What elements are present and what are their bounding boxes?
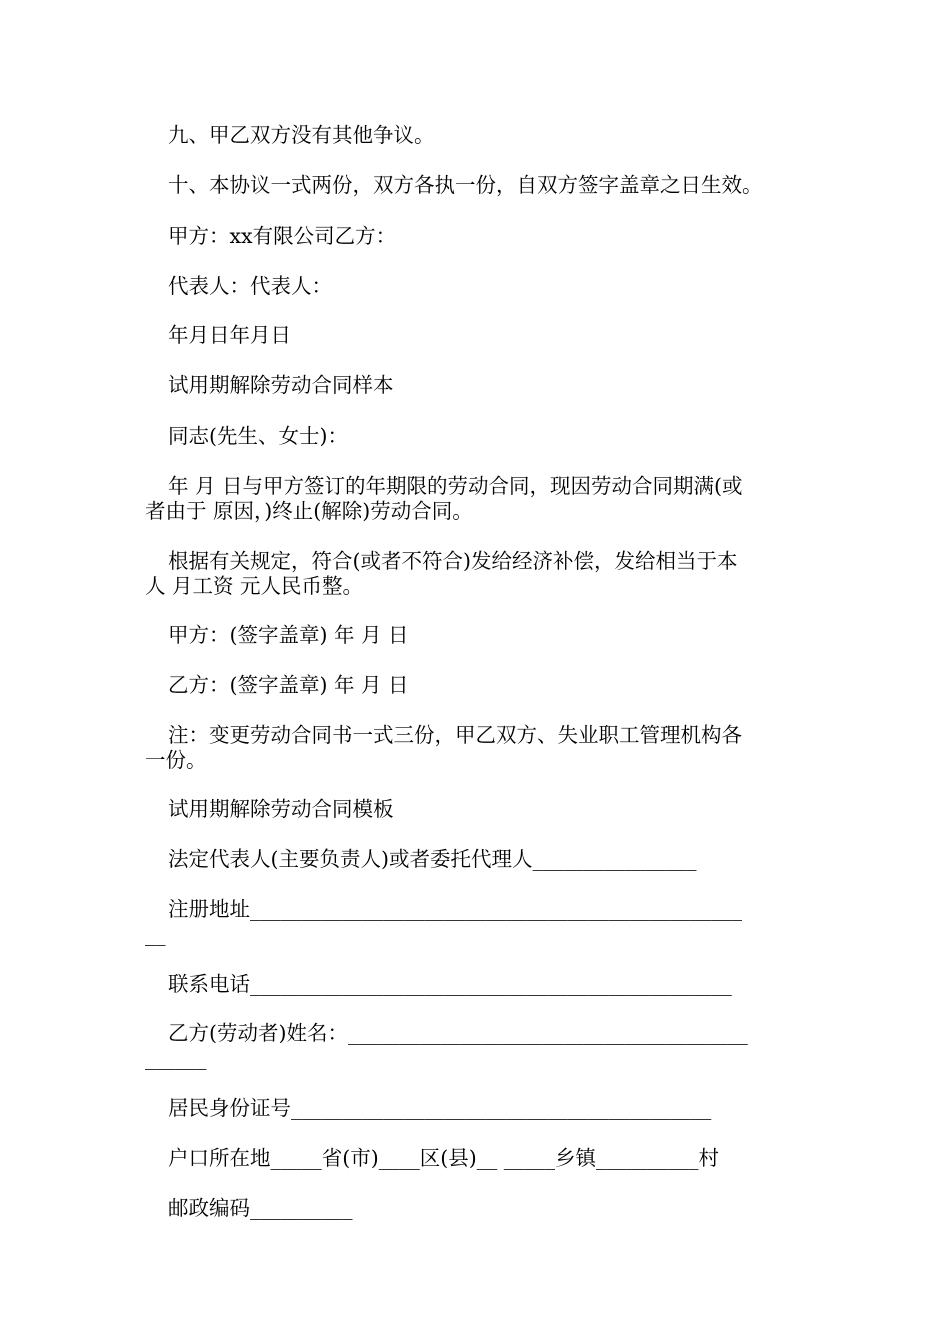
paragraph-contract-line-1: 年 月 日与甲方签订的年期限的劳动合同，现因劳动合同期满(或: [168, 474, 743, 498]
clause-ten: 十、本协议一式两份，双方各执一份，自双方签字盖章之日生效。: [168, 173, 763, 197]
registered-address-field: 注册地址________________________________________________: [168, 897, 742, 921]
representative-line: 代表人：代表人：: [168, 274, 332, 298]
employee-name-field: 乙方(劳动者)姓名：_______________________________________: [168, 1021, 748, 1045]
party-b-signature: 乙方：(签字盖章) 年 月 日: [168, 673, 409, 697]
note-line-1: 注：变更劳动合同书一式三份，甲乙双方、失业职工管理机构各: [168, 723, 742, 747]
salutation: 同志(先生、女士)：: [168, 424, 348, 448]
phone-field: 联系电话_______________________________________________: [168, 972, 732, 996]
paragraph-compensation-line-1: 根据有关规定，符合(或者不符合)发给经济补偿，发给相当于本: [168, 549, 738, 573]
party-signature-line: 甲方：xx有限公司乙方：: [168, 224, 397, 248]
section-heading-template: 试用期解除劳动合同模板: [168, 797, 394, 821]
date-line: 年月日年月日: [168, 323, 291, 347]
section-heading-sample: 试用期解除劳动合同样本: [168, 373, 394, 397]
paragraph-compensation-line-2: 人 月工资 元人民币整。: [145, 574, 364, 598]
paragraph-contract-line-2: 者由于 原因，)终止(解除)劳动合同。: [145, 499, 473, 523]
employee-name-field-continued: ______: [145, 1046, 207, 1070]
registered-address-field-continued: __: [145, 922, 166, 946]
legal-representative-field: 法定代表人(主要负责人)或者委托代理人________________: [168, 847, 697, 871]
party-a-signature: 甲方：(签字盖章) 年 月 日: [168, 623, 409, 647]
postal-code-field: 邮政编码__________: [168, 1196, 353, 1220]
note-line-2: 一份。: [145, 748, 207, 772]
clause-nine: 九、甲乙双方没有其他争议。: [168, 123, 435, 147]
id-number-field: 居民身份证号_________________________________________: [168, 1096, 712, 1120]
household-registration-field: 户口所在地_____省(市)____区(县)__ _____乡镇__________村: [168, 1146, 720, 1170]
